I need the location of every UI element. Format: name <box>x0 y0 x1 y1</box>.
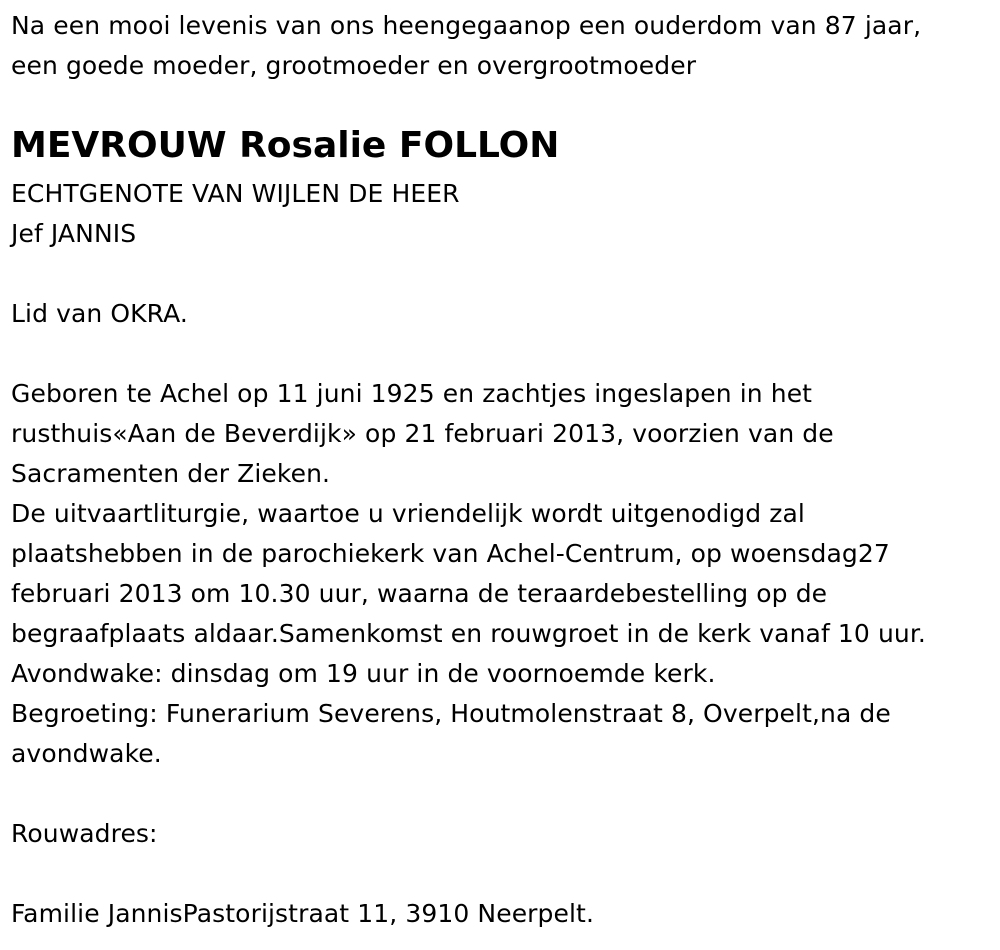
spouse-block <box>11 174 460 254</box>
details-line: februari 2013 om 10.30 uur, waarna de teraardebestelling op de <box>11 579 828 608</box>
membership-text: Lid van OKRA. <box>11 299 188 328</box>
intro-block <box>11 6 921 86</box>
details-line: rusthuis«Aan de Beverdijk» op 21 februari 2013, voorzien van de <box>11 419 834 448</box>
deceased-name: MEVROUW Rosalie FOLLON <box>11 125 560 166</box>
address-value: Familie JannisPastorijstraat 11, 3910 Neerpelt. <box>11 899 594 928</box>
spouse-name: Jef JANNIS <box>11 219 137 248</box>
details-block <box>11 374 926 774</box>
intro-line: een goede moeder, grootmoeder en overgrootmoeder <box>11 51 697 80</box>
details-line: avondwake. <box>11 739 162 768</box>
details-line: De uitvaartliturgie, waartoe u vriendelijk wordt uitgenodigd zal <box>11 499 805 528</box>
intro-line: Na een mooi levenis van ons heengegaanop een ouderdom van 87 jaar, <box>11 11 922 40</box>
address-label: Rouwadres: <box>11 819 158 848</box>
details-line: plaatshebben in de parochiekerk van Achel-Centrum, op woensdag27 <box>11 539 890 568</box>
address-label-block <box>11 814 158 854</box>
details-line: Sacramenten der Zieken. <box>11 459 331 488</box>
details-line: Begroeting: Funerarium Severens, Houtmolenstraat 8, Overpelt,na de <box>11 699 891 728</box>
details-line: begraafplaats aldaar.Samenkomst en rouwgroet in de kerk vanaf 10 uur. <box>11 619 926 648</box>
details-line: Avondwake: dinsdag om 19 uur in de voornoemde kerk. <box>11 659 716 688</box>
details-line: Geboren te Achel op 11 juni 1925 en zachtjes ingeslapen in het <box>11 379 813 408</box>
membership-block <box>11 294 188 334</box>
spouse-title: ECHTGENOTE VAN WIJLEN DE HEER <box>11 179 460 208</box>
address-block <box>11 894 594 934</box>
